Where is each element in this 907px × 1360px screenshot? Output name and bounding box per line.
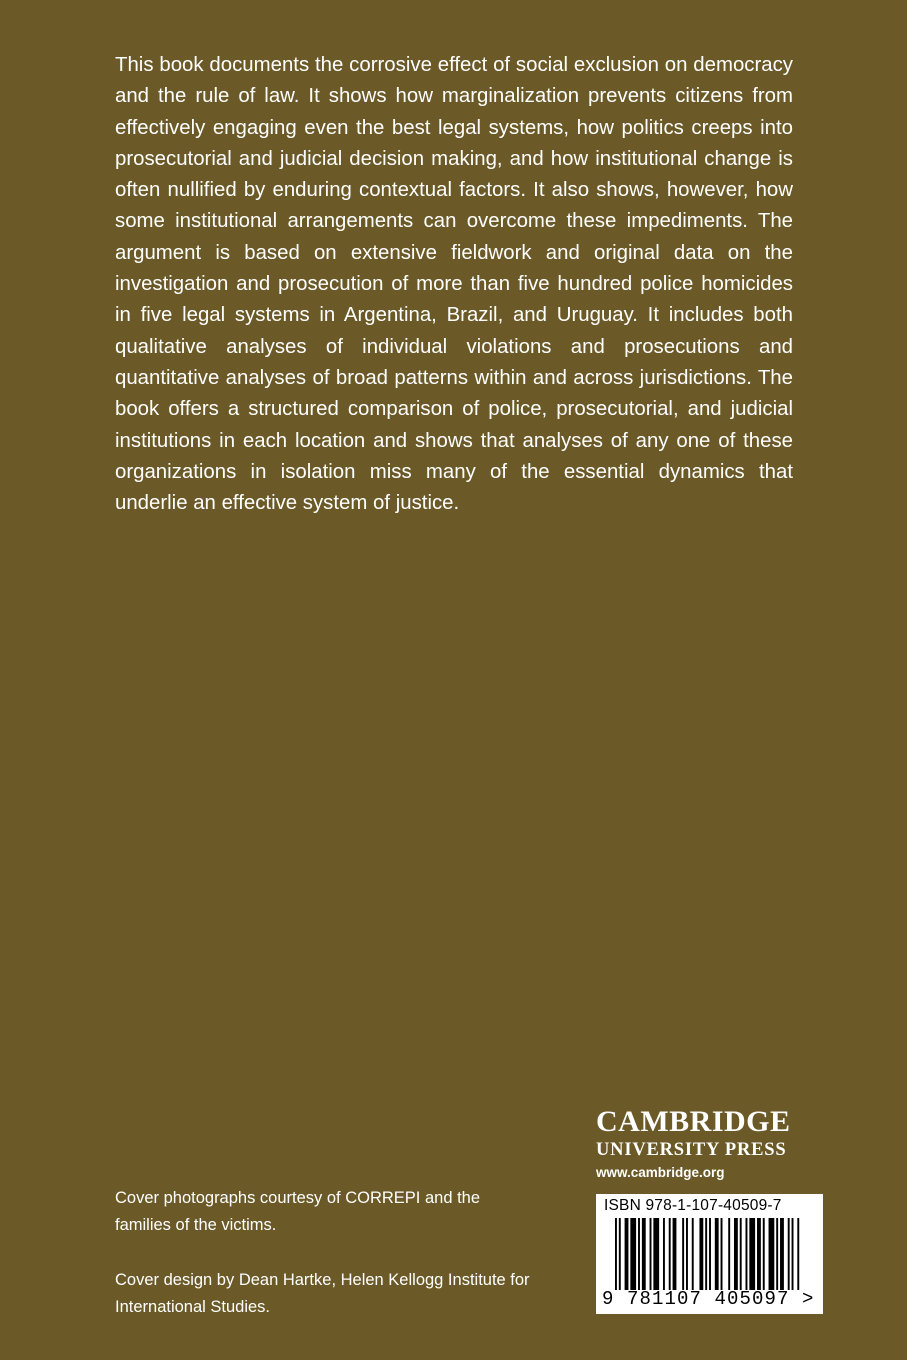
- isbn-label: ISBN 978-1-107-40509-7: [604, 1197, 782, 1214]
- photo-credit: Cover photographs courtesy of CORREPI and the families of the victims.: [115, 1189, 481, 1234]
- barcode-digits: 9 781107 405097 >: [602, 1288, 815, 1310]
- publisher-block: [596, 1105, 826, 1183]
- publisher-name: CAMBRIDGE: [596, 1105, 791, 1138]
- book-description: This book documents the corrosive effect of social exclusion on democracy and the rule of law. It shows how marginalization prevents citizens from effectively engaging even the best legal systems, how politics creeps into prosecutorial and judicial decision making, and how institutional change is often nullified by enduring contextual factors. It also shows, however, how some institutional arrangements can overcome these impediments. The argument is based on extensive fieldwork and original data on the investigation and prosecution of more than five hundred police homicides in five legal systems in Argentina, Brazil, and Uruguay. It includes both qualitative analyses of individual violations and prosecutions and quantitative analyses of broad patterns within and across jurisdictions. The book offers a structured comparison of police, prosecutorial, and judicial institutions in each location and shows that analyses of any one of these organizations in isolation miss many of the essential dynamics that underlie an effective system of justice.: [115, 54, 793, 515]
- isbn-barcode: [596, 1194, 823, 1314]
- publisher-subtitle: UNIVERSITY PRESS: [596, 1140, 787, 1160]
- barcode-bars: [615, 1218, 805, 1290]
- design-credit: Cover design by Dean Hartke, Helen Kellogg Institute for International Studies.: [115, 1271, 530, 1316]
- publisher-website: www.cambridge.org: [596, 1165, 725, 1180]
